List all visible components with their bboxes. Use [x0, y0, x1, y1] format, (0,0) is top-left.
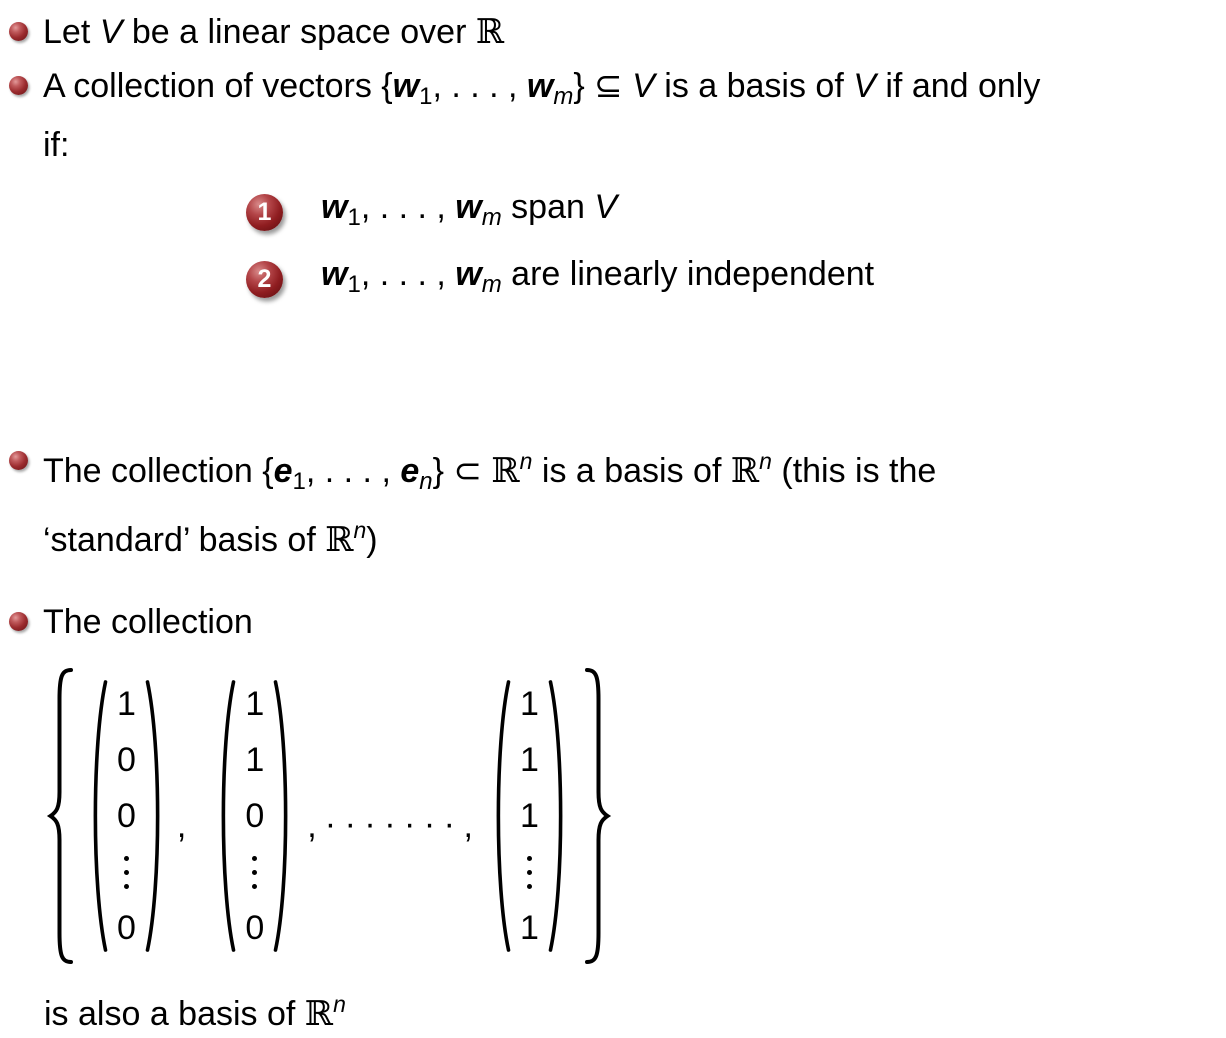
comma: ,	[307, 806, 317, 845]
bullet-1-text	[43, 8, 504, 56]
text-segment: e	[273, 452, 293, 490]
text-segment: are linearly independent	[501, 255, 875, 293]
vector-entry: 1	[245, 684, 265, 723]
text-segment: 1	[419, 83, 433, 110]
text-segment: V	[594, 188, 618, 226]
text-segment: is a basis of	[654, 67, 854, 105]
enumerate-list	[246, 183, 1226, 309]
text-segment: A collection of vectors {	[43, 67, 393, 105]
text-segment: m	[553, 83, 574, 110]
vector-set-display	[46, 660, 1226, 972]
bullet-item-4	[0, 598, 1226, 646]
vdots-icon	[117, 846, 136, 898]
bullet-item-3	[0, 437, 1226, 564]
text-segment: if and only	[875, 67, 1041, 105]
text-segment: ℝ	[730, 451, 760, 491]
text-segment: is also a basis of	[44, 995, 305, 1033]
text-segment: , . . . ,	[360, 188, 456, 226]
bullet-4-text	[43, 598, 253, 646]
text-segment: w	[455, 255, 482, 293]
text-segment: is a basis of	[532, 452, 731, 490]
separator-comma: ,	[176, 806, 187, 845]
bullet-2-line-2	[43, 121, 1040, 169]
bullet-icon	[9, 451, 28, 470]
vector-entry: 1	[245, 740, 265, 779]
text-segment: (this is the	[771, 452, 937, 490]
text-segment: , . . . ,	[432, 67, 527, 105]
left-curly-brace-icon	[46, 665, 76, 967]
ellipsis-dots: ·······	[324, 804, 464, 843]
text-segment: )	[366, 521, 378, 559]
enumerate-item-1	[246, 183, 1226, 242]
right-curly-brace-icon	[582, 665, 612, 967]
vector-entry: 0	[117, 740, 136, 779]
vector-entry: 1	[519, 740, 539, 779]
vector-2-entries	[238, 678, 271, 954]
vector-entry: 0	[117, 908, 136, 947]
enumerate-item-2	[246, 250, 1226, 309]
bullet-3-text	[43, 437, 936, 564]
vector-entry: 1	[519, 796, 539, 835]
bullet-icon	[9, 76, 28, 95]
bullet-icon	[9, 22, 28, 41]
bullet-icon	[9, 612, 28, 631]
enumerate-item-1-text	[321, 183, 617, 242]
left-paren-icon	[86, 676, 110, 956]
enumerate-number-1: 1	[257, 198, 272, 226]
vdots-icon	[245, 846, 264, 898]
enumerate-item-2-text	[321, 250, 874, 309]
text-segment: e	[400, 452, 420, 490]
vector-3-entries	[513, 678, 546, 954]
text-segment: The collection	[43, 603, 253, 641]
comma: ,	[463, 806, 473, 845]
vector-entry: 0	[245, 908, 265, 947]
bullet-2-line-1	[43, 62, 1040, 121]
vdots-icon	[520, 846, 539, 898]
closing-line	[44, 980, 1226, 1038]
separator-dots	[307, 804, 473, 846]
column-vector-2	[214, 676, 295, 956]
text-segment: ℝ	[475, 12, 505, 52]
text-segment: The collection {	[43, 452, 274, 490]
text-segment: n	[419, 468, 433, 495]
text-segment: w	[526, 67, 554, 105]
text-segment: 1	[347, 271, 361, 298]
text-segment: w	[455, 188, 482, 226]
bullet-1-line-1	[43, 8, 504, 56]
text-segment: V	[632, 67, 655, 105]
text-segment: V	[99, 13, 123, 51]
text-segment: } ⊆	[573, 67, 633, 105]
bullet-item-2	[0, 62, 1226, 169]
text-segment: , . . . ,	[360, 255, 456, 293]
text-segment: m	[481, 271, 502, 298]
text-segment: w	[392, 67, 420, 105]
bullet-3-line-2	[43, 506, 936, 564]
enumerate-number-2: 2	[257, 265, 272, 293]
text-segment: , . . . ,	[305, 452, 401, 490]
vector-1-entries	[110, 678, 143, 954]
text-segment: V	[853, 67, 876, 105]
text-segment: n	[759, 448, 772, 474]
text-segment: Let	[43, 13, 100, 51]
vector-entry: 0	[245, 796, 265, 835]
column-vector-3	[489, 676, 570, 956]
left-paren-icon	[489, 676, 513, 956]
vertical-spacer	[0, 317, 1226, 437]
vector-entry: 1	[519, 684, 539, 723]
text-segment: be a linear space over	[122, 13, 476, 51]
column-vector-1	[86, 676, 167, 956]
bullet-4-line-1	[43, 598, 253, 646]
text-segment: 1	[347, 204, 361, 231]
bullet-3-line-1	[43, 437, 936, 506]
vector-entry: 1	[117, 684, 136, 723]
text-segment: m	[481, 204, 502, 231]
bullet-2-text	[43, 62, 1040, 169]
text-segment: n	[353, 517, 367, 543]
right-paren-icon	[271, 676, 295, 956]
text-segment: ℝ	[491, 451, 520, 491]
text-segment: ℝ	[304, 994, 334, 1034]
text-segment: } ⊂	[432, 452, 492, 490]
text-segment: 1	[292, 468, 306, 495]
right-paren-icon	[546, 676, 570, 956]
bullet-item-1	[0, 8, 1226, 56]
text-segment: w	[321, 188, 348, 226]
text-segment: ‘standard’ basis of	[43, 521, 326, 559]
text-segment: span	[501, 188, 595, 226]
right-paren-icon	[143, 676, 167, 956]
text-segment: ℝ	[325, 520, 354, 560]
text-segment: n	[333, 991, 346, 1017]
left-paren-icon	[214, 676, 238, 956]
vector-entry: 0	[117, 796, 136, 835]
enumerate-ball-1-icon	[246, 194, 283, 231]
vector-entry: 1	[519, 908, 539, 947]
text-segment: n	[519, 448, 533, 474]
text-segment: if:	[43, 126, 70, 164]
text-segment: w	[321, 255, 348, 293]
enumerate-ball-2-icon	[246, 261, 283, 298]
